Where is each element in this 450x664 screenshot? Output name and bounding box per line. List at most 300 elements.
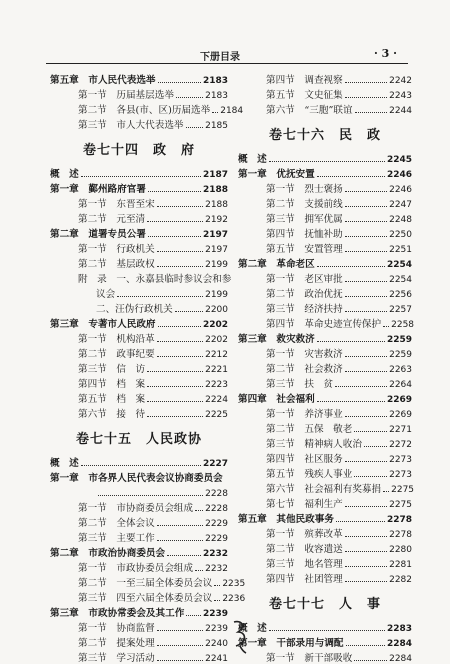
dot-leader [355,112,388,113]
toc-chapter-entry[interactable] [50,71,228,86]
toc-entry-title [266,196,343,210]
toc-section-entry[interactable] [238,225,412,240]
toc-entry-text: 基层政权 [116,259,155,270]
toc-page-number: 2281 [389,560,412,570]
dot-leader [147,401,203,402]
toc-page-number: 2245 [386,155,412,165]
toc-chapter-entry[interactable] [50,180,228,195]
dot-leader [345,416,387,417]
toc-entry-text: 五保 敬老 [304,424,353,435]
toc-entry-text: 各县(市、区)历届选举 [116,105,211,116]
toc-section-entry[interactable] [50,405,228,420]
dot-leader [345,566,387,567]
toc-page-number: 2269 [389,410,412,420]
toc-entry-text: 烈士褒扬 [304,184,343,195]
toc-entry-label: 第一节 [78,199,107,210]
toc-entry-label: 第五节 [266,244,295,255]
toc-section-entry[interactable] [238,420,412,435]
dot-leader [98,495,203,496]
toc-section-entry[interactable] [238,86,412,101]
toc-entry-label: 第二节 [78,518,107,529]
toc-entry-label: 第一章 [50,184,79,195]
toc-entry-title [78,361,145,375]
toc-entry-title [78,87,174,101]
toc-section-entry[interactable] [50,270,232,285]
toc-entry-title [50,72,156,86]
toc-page-number: 2273 [389,470,412,480]
toc-page-number: 2254 [389,275,412,285]
dot-leader [345,461,387,462]
toc-chapter-entry[interactable] [50,315,228,330]
toc-entry-title [266,361,343,375]
volume-heading: 卷七十五 人民政协 [75,431,202,447]
toc-entry-label: 第一节 [78,623,107,634]
toc-entry-text: 文史征集 [304,90,343,101]
dot-leader [345,506,387,507]
toc-entry-text: 救灾救济 [276,334,315,345]
toc-entry-title [266,301,343,315]
toc-section-entry[interactable] [238,540,412,555]
toc-entry-label: 第一节 [78,334,107,345]
dot-leader [269,161,385,162]
toc-page-number: 2199 [205,260,228,270]
toc-entry-title [266,421,352,435]
toc-section-entry[interactable] [50,634,228,649]
toc-entry-title [238,166,315,180]
dot-leader [157,266,203,267]
toc-page-number: 2228 [205,489,228,499]
toc-section-entry[interactable] [238,315,415,330]
toc-entry-text: 灾害救济 [304,349,343,360]
toc-page-number: 2241 [205,654,228,664]
toc-entry-text: 学习活动 [116,653,155,664]
toc-section-entry[interactable] [50,375,228,390]
toc-page-number: 2259 [386,335,412,345]
toc-page-number: 2221 [205,365,228,375]
toc-page-number: 2243 [389,91,412,101]
toc-entry-title [266,271,343,285]
toc-entry-label: 第五节 [266,90,295,101]
toc-entry-label: 第三章 [238,334,267,345]
toc-section-entry[interactable] [50,255,228,270]
toc-entry-title [266,226,343,240]
toc-entry-text: 主要工作 [116,533,155,544]
toc-entry-title [238,331,315,345]
toc-chapter-entry[interactable] [50,165,228,180]
dot-leader [345,97,387,98]
toc-section-entry[interactable] [238,270,412,285]
toc-entry-label: 第二节 [266,289,295,300]
toc-entry-title [266,286,343,300]
dot-leader [345,221,387,222]
dot-leader [176,97,203,98]
toc-section-entry[interactable] [50,574,246,589]
toc-section-entry[interactable] [50,514,228,529]
toc-chapter-entry[interactable] [238,619,412,634]
toc-entry-title [266,451,343,465]
toc-entry-label: 第三节 [266,379,295,390]
toc-section-entry[interactable] [50,116,228,131]
dot-leader [345,371,387,372]
toc-section-entry[interactable] [238,360,412,375]
toc-chapter-entry[interactable] [50,544,228,559]
toc-chapter-entry[interactable] [238,255,412,270]
toc-entry-title [266,406,343,420]
dot-leader [157,206,203,207]
toc-entry-text: 收容遣送 [304,544,343,555]
toc-entry-title [50,316,156,330]
toc-section-entry[interactable] [50,345,228,360]
toc-entry-title [50,545,165,559]
toc-page-number: 2278 [386,515,412,525]
toc-entry-label: 第三章 [50,319,79,330]
toc-entry-text: 接 待 [116,409,146,420]
toc-entry-title [266,650,352,664]
toc-entry-label: 第二节 [266,199,295,210]
toc-entry-label: 第二节 [78,105,107,116]
toc-entry-label: 第三节 [78,533,107,544]
toc-entry-label: 第五章 [238,514,267,525]
toc-page-number: 2199 [205,290,228,300]
dot-leader [345,206,387,207]
toc-entry-label: 第四节 [266,319,295,330]
toc-section-entry[interactable] [50,390,228,405]
toc-page-number: 2263 [389,365,412,375]
toc-page-number: 2258 [391,320,415,330]
toc-entry-text: 市各界人民代表会议协商委员会 [88,473,223,484]
toc-section-entry[interactable] [238,525,412,540]
toc-entry-label: 第一章 [238,169,267,180]
toc-entry-text: 养济事业 [304,409,343,420]
toc-entry-label: 附 录 [78,274,107,285]
toc-entry-label: 概 述 [50,458,79,469]
toc-entry-text: 经济扶持 [304,304,343,315]
toc-entry-title [238,391,315,405]
toc-page-number: 2212 [205,350,228,360]
toc-chapter-entry[interactable] [238,390,412,405]
toc-entry-text: 议会 [96,289,116,300]
running-header-title: 下册目录 [200,52,240,63]
toc-entry-title [96,301,173,315]
toc-entry-text: “三胞”联谊 [304,105,353,116]
toc-entry-text: 市政协常委会及其工作 [88,608,185,619]
dot-leader [212,112,218,113]
toc-entry-title [266,102,353,116]
toc-section-entry[interactable] [50,195,228,210]
toc-entry-label: 第二节 [78,259,107,270]
toc-page-number: 2247 [389,200,412,210]
dot-leader [148,236,201,237]
dot-leader [345,82,387,83]
toc-section-entry[interactable] [238,435,412,450]
toc-section-entry[interactable] [238,195,412,210]
toc-entry-title [266,541,343,555]
toc-section-entry[interactable] [50,210,228,225]
toc-entry-label: 第五节 [266,469,295,480]
toc-section-entry[interactable] [50,360,228,375]
toc-entry-label: 第五节 [78,394,107,405]
toc-entry-label: 第一节 [78,563,107,574]
toc-entry-label: 第一节 [266,274,295,285]
toc-entry-label: 第一节 [266,653,295,664]
toc-section-entry[interactable] [50,529,228,544]
toc-page-number: 2185 [205,121,228,131]
toc-entry-text: 行政机关 [116,244,155,255]
toc-entry-title [78,530,155,544]
toc-section-entry[interactable] [238,450,412,465]
toc-page-number: 2188 [205,200,228,210]
dot-leader [364,446,387,447]
toc-entry-title [78,211,145,225]
toc-entry-title [266,181,343,195]
toc-section-entry[interactable] [238,240,412,255]
toc-entry-title [50,605,184,619]
toc-chapter-entry[interactable] [50,604,228,619]
toc-section-entry[interactable] [50,484,228,499]
dot-leader [157,525,203,526]
toc-entry-title [266,211,343,225]
dot-leader [147,416,203,417]
toc-entry-label: 第七节 [266,499,295,510]
toc-page-number: 2183 [205,91,228,101]
toc-section-entry[interactable] [238,71,412,86]
toc-entry-title [266,466,352,480]
toc-section-entry[interactable] [50,86,228,101]
toc-entry-title [96,286,115,300]
toc-entry-text: 社会福利有奖募捐 [304,484,382,495]
dot-leader [148,191,201,192]
toc-page-number: 2248 [389,215,412,225]
toc-entry-title [266,556,343,570]
toc-entry-title [50,181,146,195]
toc-entry-text: 专著市人民政府 [88,319,156,330]
toc-page-number: 2246 [389,185,412,195]
toc-entry-title [50,470,223,484]
toc-section-entry[interactable] [238,495,412,510]
toc-chapter-entry[interactable] [50,454,228,469]
toc-entry-text: 一至三届全体委员会议 [116,578,213,589]
toc-entry-text: 鄞州路府官署 [88,184,146,195]
toc-entry-text: 殡葬改革 [304,529,343,540]
toc-entry-title [78,331,155,345]
toc-chapter-entry[interactable] [50,469,228,484]
toc-section-entry[interactable] [238,345,412,360]
toc-section-entry[interactable] [50,285,228,300]
toc-entry-title [266,241,343,255]
toc-entry-title [78,515,155,529]
toc-page-number: 2269 [386,395,412,405]
toc-page-number: 2254 [386,260,412,270]
toc-section-entry[interactable] [50,240,228,255]
toc-entry-text: 机构沿革 [116,334,155,345]
toc-entry-title [266,376,333,390]
toc-entry-text: 档 案 [116,379,146,390]
toc-entry-label: 第四章 [238,394,267,405]
toc-section-entry[interactable] [50,619,228,634]
handwritten-mark [228,618,254,654]
toc-section-entry[interactable] [238,101,412,116]
toc-entry-title [78,376,145,390]
toc-page-number: 2264 [389,380,412,390]
toc-section-entry[interactable] [50,330,228,345]
toc-entry-text: 新干部吸收 [304,653,353,664]
toc-section-entry[interactable] [238,180,412,195]
toc-entry-label: 第四节 [266,75,295,86]
toc-page-number: 2259 [389,350,412,360]
dot-leader [383,491,389,492]
toc-page-number: 2282 [389,575,412,585]
toc-chapter-entry[interactable] [238,330,412,345]
toc-section-entry[interactable] [238,480,415,495]
toc-chapter-entry[interactable] [238,510,412,525]
toc-entry-title [78,241,155,255]
toc-entry-label: 第二章 [238,259,267,270]
dot-leader [175,311,203,312]
toc-page-number: 2236 [222,594,246,604]
toc-entry-text: 档 案 [116,394,146,405]
toc-entry-text: 革命老区 [276,259,315,270]
toc-page-number: 2223 [205,380,228,390]
toc-entry-label: 第四节 [266,454,295,465]
toc-entry-title [266,526,343,540]
dot-leader [214,585,220,586]
toc-entry-text: 社团管理 [304,574,343,585]
toc-entry-label: 第一节 [266,349,295,360]
toc-page-number: 2256 [389,290,412,300]
toc-page-number: 2188 [202,185,228,195]
toc-entry-title [238,511,334,525]
toc-left-column [50,71,246,664]
toc-entry-label: 第五章 [50,75,79,86]
dot-leader [345,536,387,537]
toc-entry-label: 概 述 [50,169,79,180]
toc-section-entry[interactable] [50,101,244,116]
toc-chapter-entry[interactable] [238,165,412,180]
toc-entry-label: 第二节 [266,424,295,435]
toc-entry-text: 历届基层选举 [116,90,174,101]
toc-section-entry[interactable] [238,300,412,315]
toc-entry-text: 东晋至宋 [116,199,155,210]
toc-section-entry[interactable] [238,375,412,390]
dot-leader [345,551,387,552]
toc-page-number: 2225 [205,410,228,420]
toc-entry-title [78,590,212,604]
volume-heading: 卷七十七 人 事 [268,596,381,612]
toc-entry-text: 四至六届全体委员会议 [116,593,213,604]
toc-entry-label: 第二节 [78,214,107,225]
toc-chapter-entry[interactable] [238,634,412,649]
toc-entry-title [266,481,381,495]
toc-entry-text: 安置管理 [304,244,343,255]
toc-page-number: 2183 [202,76,228,86]
toc-entry-title [78,196,155,210]
toc-entry-label: 第三章 [50,608,79,619]
toc-entry-text: 优抚安置 [276,169,315,180]
toc-entry-title [266,436,362,450]
toc-page-number: 2229 [205,534,228,544]
dot-leader [186,127,204,128]
toc-entry-text: 调查视察 [304,75,343,86]
toc-entry-label: 第四节 [266,574,295,585]
toc-section-entry[interactable] [238,210,412,225]
toc-page-number: 2232 [202,549,228,559]
toc-entry-text: 福利生产 [304,499,343,510]
toc-page-number: 2202 [202,320,228,330]
toc-page-number: 2240 [205,639,228,649]
toc-entry-label: 第二节 [78,578,107,589]
dot-leader [317,401,385,402]
toc-entry-label: 第三节 [78,593,107,604]
toc-section-entry[interactable] [50,300,228,315]
dot-leader [354,476,387,477]
toc-entry-text: 提案处理 [116,638,155,649]
toc-entry-title [78,635,155,649]
toc-entry-text: 二、汪伪行政机关 [96,304,173,315]
dot-leader [335,386,387,387]
toc-page-number: 2239 [202,609,228,619]
toc-section-entry[interactable] [50,559,228,574]
dot-leader [345,311,387,312]
toc-entry-label: 第四节 [78,379,107,390]
toc-section-entry[interactable] [50,589,246,604]
dot-leader [158,82,201,83]
toc-section-entry[interactable] [50,499,228,514]
dot-leader [345,236,387,237]
dot-leader [345,581,387,582]
toc-entry-label: 第三节 [78,653,107,664]
dot-leader [345,191,387,192]
toc-entry-text: 地名管理 [304,559,343,570]
toc-section-entry[interactable] [238,555,412,570]
dot-leader [157,341,203,342]
toc-chapter-entry[interactable] [50,225,228,240]
toc-entry-text: 社会福利 [276,394,315,405]
toc-entry-text: 市政协委员会组成 [116,563,194,574]
toc-entry-label: 第三节 [78,364,107,375]
dot-leader [157,630,203,631]
page-number: · 3 · [374,47,397,60]
toc-page-number: 2273 [389,455,412,465]
toc-entry-title [78,575,212,589]
toc-entry-text: 一、永嘉县临时参议会和参 [116,274,232,285]
toc-entry-title [78,560,193,574]
toc-page-number: 2283 [386,624,412,634]
dot-leader [336,521,385,522]
dot-leader [269,630,385,631]
toc-entry-text: 市人大代表选举 [116,120,184,131]
toc-entry-text: 支援前线 [304,199,343,210]
toc-section-entry[interactable] [238,465,412,480]
toc-entry-label: 第一节 [266,409,295,420]
toc-entry-title [78,650,155,664]
dot-leader [147,371,203,372]
toc-section-entry[interactable] [238,570,412,585]
dot-leader [147,386,203,387]
toc-page-number: 2184 [220,106,244,116]
toc-page-number: 2235 [222,579,246,589]
toc-section-entry[interactable] [238,285,412,300]
toc-entry-title [266,496,343,510]
toc-chapter-entry[interactable] [238,150,412,165]
toc-entry-title [78,256,155,270]
dot-leader [117,296,203,297]
dot-leader [167,555,201,556]
toc-entry-label: 第一节 [78,503,107,514]
toc-page-number: 2187 [202,170,228,180]
toc-section-entry[interactable] [238,405,412,420]
toc-page-number: 2278 [389,530,412,540]
dot-leader [383,326,389,327]
